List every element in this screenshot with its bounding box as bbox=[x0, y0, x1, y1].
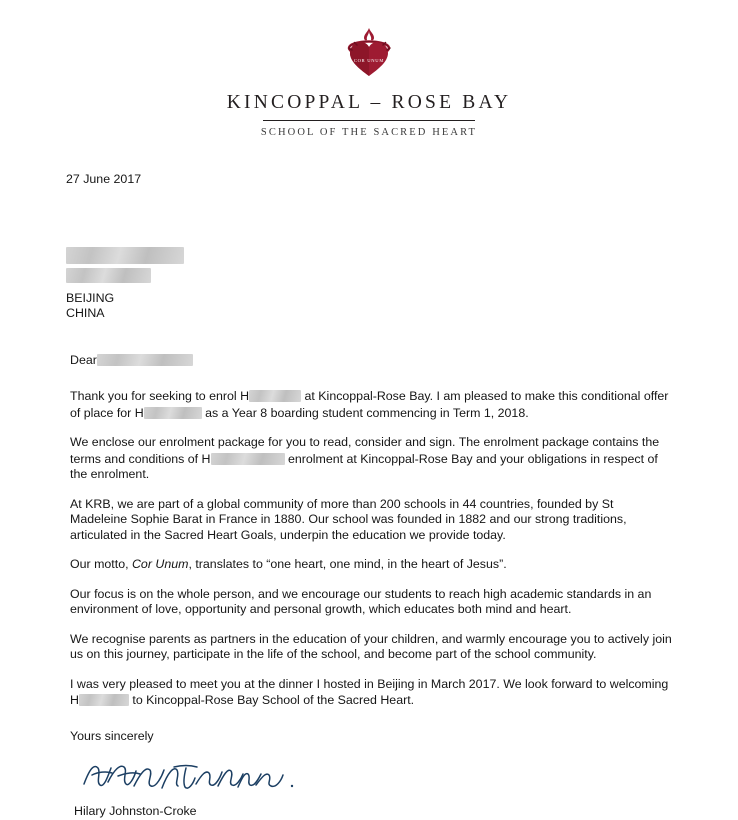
redaction-block bbox=[97, 354, 193, 366]
para-2-seg-1: We enclose our enrolment package for you to read, consider and sign. The enrolment package contains the terms and conditions of H bbox=[70, 435, 660, 466]
letterhead bbox=[0, 26, 738, 138]
para-1-seg-5: as a Year 8 boarding student commencing in Term 1, 2018. bbox=[201, 405, 529, 420]
address-line-1-redacted bbox=[66, 244, 672, 266]
handwritten-signature bbox=[78, 758, 308, 796]
para-4-seg-3: , translates to “one heart, one mind, in the heart of Jesus”. bbox=[188, 557, 507, 571]
paragraph-3: At KRB, we are part of a global community of more than 200 schools in 44 countries, founded by St Madeleine Sophie Barat in France in 1880. Our school was founded in 1882 and our strong traditions, articulated in the Sacred Heart Goals, underpin the education we provide today. bbox=[70, 496, 627, 542]
para-7-seg-1: I was very pleased to meet you at the dinner I hosted in Beijing in March 2017. We look forward to welcoming H bbox=[70, 676, 669, 707]
para-1-seg-1: Thank you for seeking to enrol H bbox=[70, 389, 250, 403]
paragraph-4 bbox=[70, 557, 672, 573]
closing-block bbox=[70, 729, 672, 820]
address-city: BEIJING bbox=[66, 290, 115, 305]
redaction-block bbox=[66, 268, 151, 283]
paragraph-5: Our focus is on the whole person, and we encourage our students to reach high academic standards in an environment of love, opportunity and personal growth, which educates both mind and heart. bbox=[70, 586, 652, 616]
school-subtitle: SCHOOL OF THE SACRED HEART bbox=[260, 127, 478, 138]
redaction-block bbox=[144, 407, 202, 419]
paragraph-1 bbox=[70, 388, 672, 421]
closing-text: Yours sincerely bbox=[70, 728, 154, 743]
para-1-seg-3: at Kincoppal-Rose Bay. I am pleased to make this conditional offer of place for H bbox=[70, 389, 669, 420]
para-4-seg-1: Our motto, bbox=[70, 557, 132, 571]
crest-motto-text: COR UNUM bbox=[353, 58, 385, 63]
redaction-block bbox=[211, 453, 285, 465]
letter-date: 27 June 2017 bbox=[66, 172, 142, 186]
paragraph-6: We recognise parents as partners in the education of your children, and warmly encourage you to actively join us on this journey, participate in the life of the school, and become part of the school community. bbox=[70, 631, 672, 661]
redaction-block bbox=[249, 390, 301, 402]
school-name: KINCOPPAL – ROSE BAY bbox=[226, 92, 512, 113]
salutation bbox=[70, 352, 672, 369]
signer-name: Hilary Johnston-Croke bbox=[74, 804, 197, 818]
address-country: CHINA bbox=[66, 306, 105, 320]
para-2-seg-3: enrolment at Kincoppal-Rose Bay and your obligations in respect of the enrolment. bbox=[70, 451, 658, 481]
letterhead-divider bbox=[263, 120, 475, 121]
paragraph-2 bbox=[70, 435, 672, 483]
redaction-block bbox=[66, 247, 184, 264]
recipient-address bbox=[66, 244, 672, 322]
sacred-heart-crest-icon bbox=[338, 26, 400, 84]
salutation-dear: Dear bbox=[70, 352, 97, 367]
para-7-seg-3: to Kincoppal-Rose Bay School of the Sacred Heart. bbox=[128, 693, 415, 707]
paragraph-7 bbox=[70, 677, 672, 709]
redaction-block bbox=[79, 694, 129, 706]
school-motto-latin: Cor Unum bbox=[131, 557, 189, 571]
address-line-2-redacted bbox=[66, 265, 672, 286]
letter-body bbox=[66, 172, 672, 820]
